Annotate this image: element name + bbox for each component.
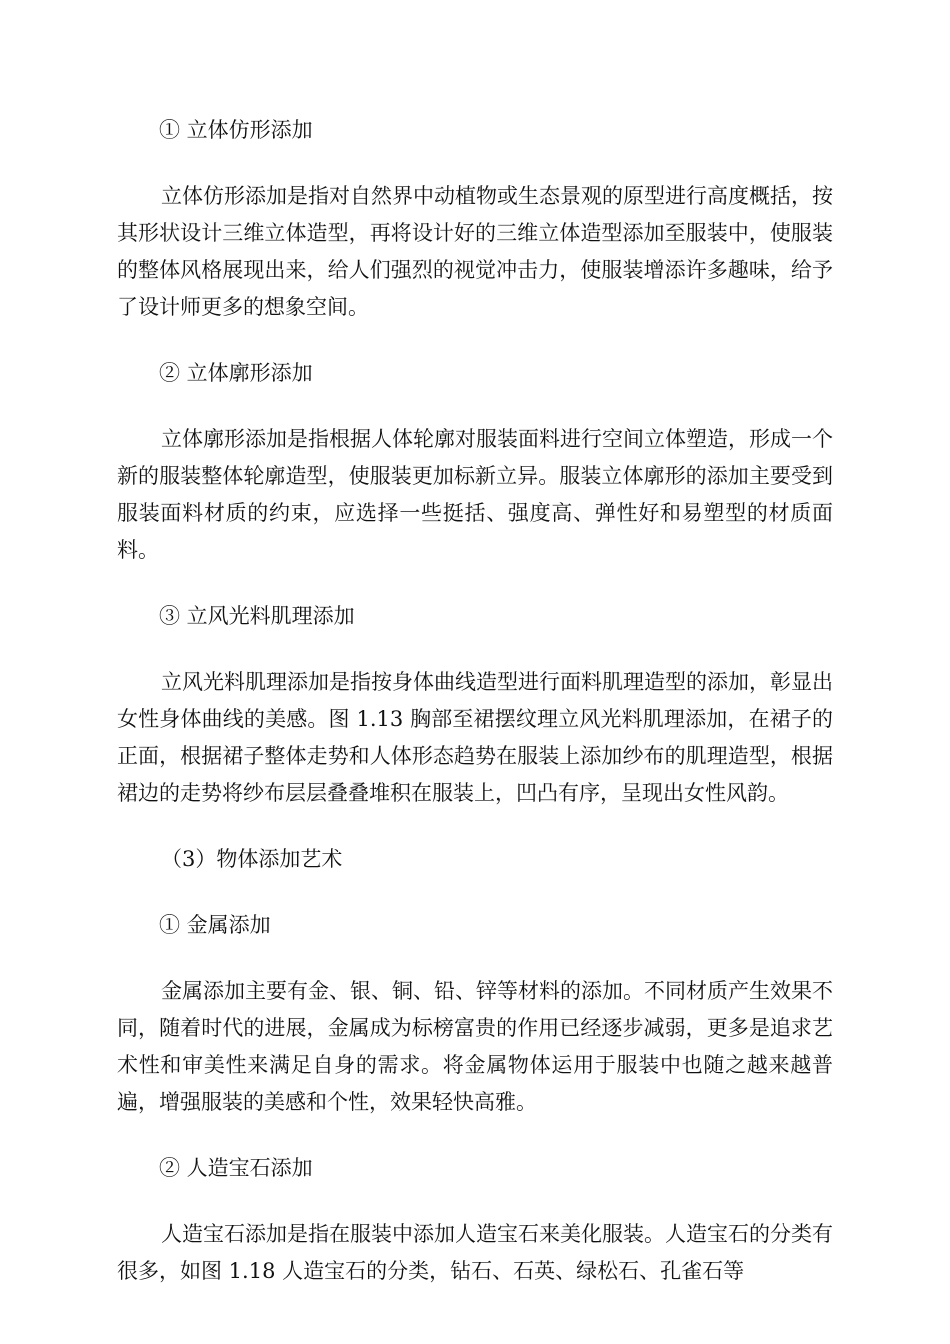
subsection-heading-metal: ① 金属添加 <box>159 913 271 937</box>
paragraph-3d-imitation: 立体仿形添加是指对自然界中动植物或生态景观的原型进行高度概括，按其形状设计三维立体造型，再将设计好的三维立体造型添加至服装中，使服装的整体风格展现出来，给人们强烈的视觉冲击力，使服装增添许多趣味，给予了设计师更多的想象空间。 <box>117 184 833 319</box>
subsection-heading-3d-imitation: ① 立体仿形添加 <box>159 118 313 142</box>
paragraph-artificial-gem: 人造宝石添加是指在服装中添加人造宝石来美化服装。人造宝石的分类有很多，如图 1.18 人造宝石的分类，钻石、石英、绿松石、孔雀石等 <box>117 1222 833 1283</box>
paragraph-metal: 金属添加主要有金、银、铜、铅、锌等材料的添加。不同材质产生效果不同，随着时代的进展，金属成为标榜富贵的作用已经逐步减弱，更多是追求艺术性和审美性来满足自身的需求。将金属物体运用于服装中也随之越来越普遍，增强服装的美感和个性，效果轻快高雅。 <box>117 979 833 1114</box>
section-heading-object-addition: （3）物体添加艺术 <box>161 847 343 871</box>
subsection-heading-3d-silhouette: ② 立体廓形添加 <box>159 361 313 385</box>
document-page <box>117 112 833 1319</box>
subsection-heading-fabric-texture: ③ 立风光料肌理添加 <box>159 604 355 628</box>
paragraph-3d-silhouette: 立体廓形添加是指根据人体轮廓对服装面料进行空间立体塑造，形成一个新的服装整体轮廓造型，使服装更加标新立异。服装立体廓形的添加主要受到服装面料材质的约束，应选择一些挺括、强度高、弹性好和易塑型的材质面料。 <box>117 427 833 562</box>
subsection-heading-artificial-gem: ② 人造宝石添加 <box>159 1156 313 1180</box>
paragraph-fabric-texture: 立风光料肌理添加是指按身体曲线造型进行面料肌理造型的添加，彰显出女性身体曲线的美感。图 1.13 胸部至裙摆纹理立风光料肌理添加，在裙子的正面，根据裙子整体走势和人体形态趋势在服装上添加纱布的肌理造型，根据裙边的走势将纱布层层叠叠堆积在服装上，凹凸有序，呈现出女性风韵。 <box>117 670 833 805</box>
